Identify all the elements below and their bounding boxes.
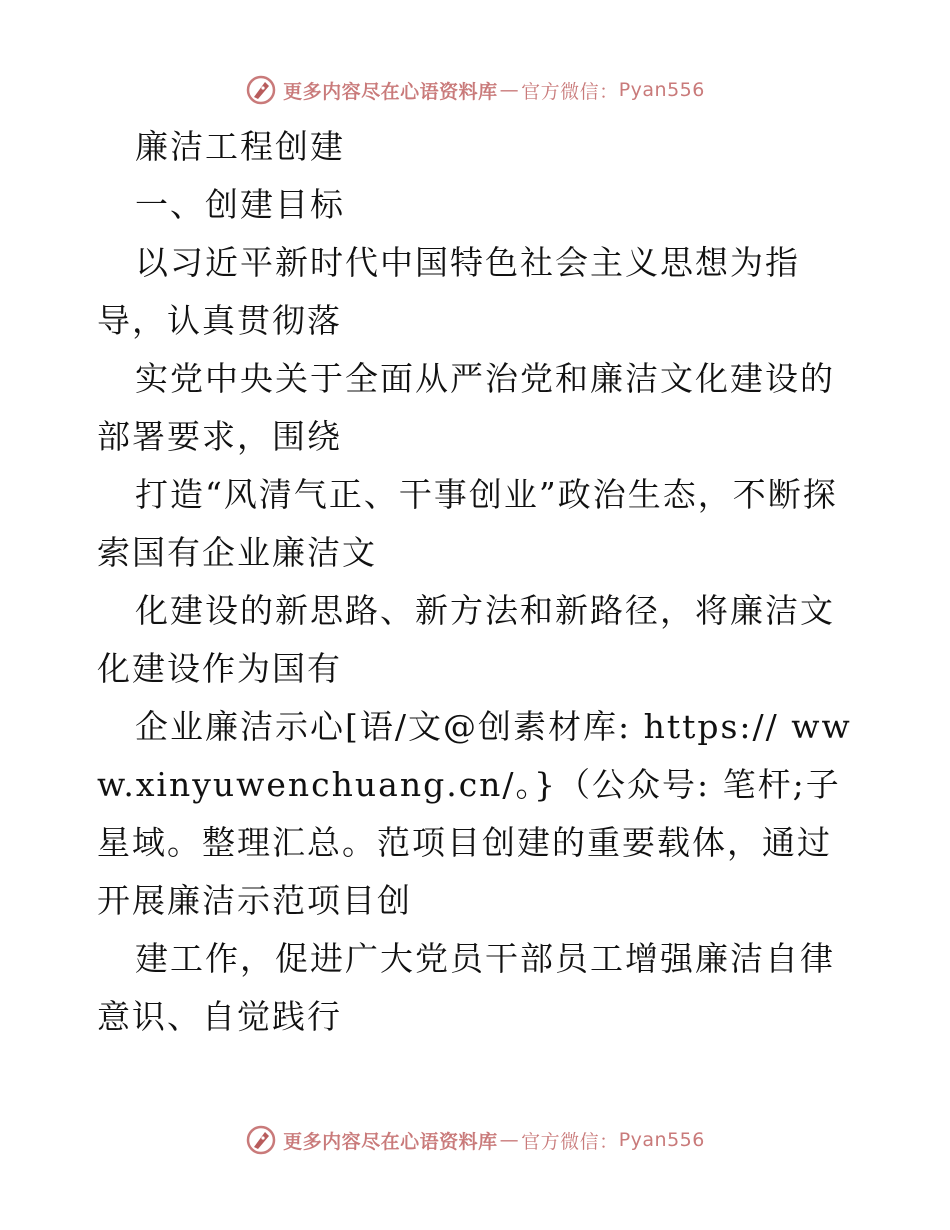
watermark-handle: Pyan556: [618, 1129, 705, 1151]
watermark-contact-label: 官方微信：: [521, 1130, 619, 1153]
watermark-dash: —: [499, 1129, 520, 1151]
pen-nib-circle-icon: [245, 74, 277, 106]
watermark-brand-text: 更多内容尽在心语资料库: [283, 80, 498, 103]
watermark-brand-text: 更多内容尽在心语资料库: [283, 1130, 498, 1153]
paragraph-3: 打造“风清气正、干事创业”政治生态，不断探索国有企业廉洁文: [97, 475, 838, 572]
document-body: [97, 118, 857, 1046]
watermark-contact-label: 官方微信：: [521, 80, 619, 103]
header-watermark: [0, 70, 950, 110]
paragraph-5: 企业廉洁示心[语/文@创素材库: https:// www.xinyuwenchuang.cn/。}（公众号: 笔杆;子星域。整理汇总。范项目创建的重要载体，通过开展廉洁示范项目创: [97, 707, 852, 920]
watermark-dash: —: [499, 79, 520, 101]
watermark-handle: Pyan556: [618, 79, 705, 101]
paragraph-6: 建工作，促进广大党员干部员工增强廉洁自律意识、自觉践行: [97, 939, 835, 1036]
document-title: 廉洁工程创建: [135, 127, 345, 166]
paragraph-1: 以习近平新时代中国特色社会主义思想为指导，认真贯彻落: [97, 243, 800, 340]
pen-nib-circle-icon: [245, 1124, 277, 1156]
footer-watermark: [0, 1120, 950, 1160]
paragraph-4: 化建设的新思路、新方法和新路径，将廉洁文化建设作为国有: [97, 591, 835, 688]
section-heading: 一、创建目标: [135, 185, 345, 224]
paragraph-2: 实党中央关于全面从严治党和廉洁文化建设的部署要求，围绕: [97, 359, 835, 456]
